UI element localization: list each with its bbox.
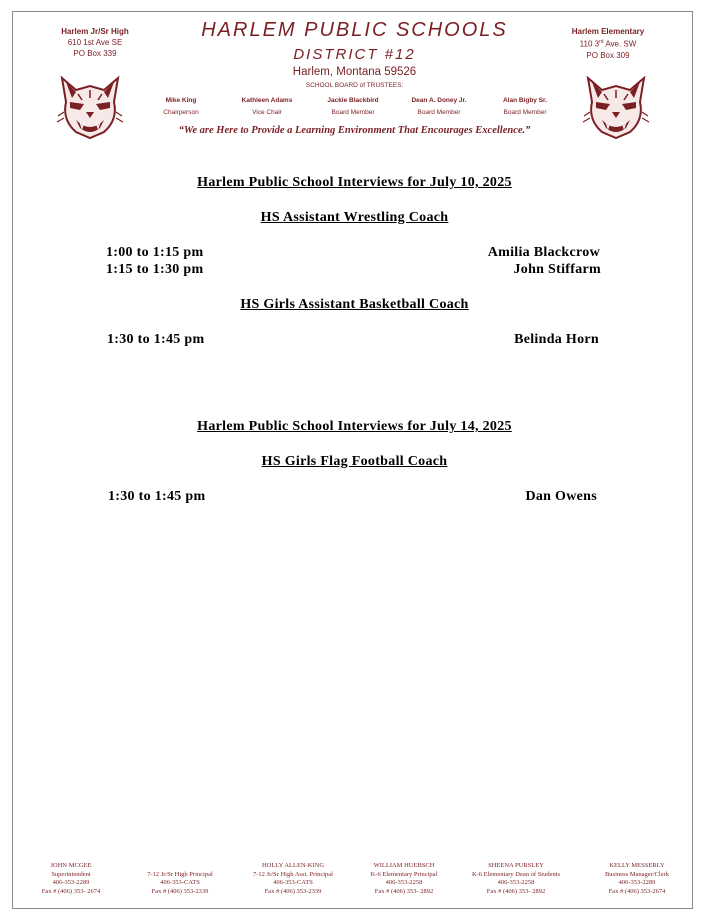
staff-contact (16, 862, 126, 896)
board-label: SCHOOL BOARD of TRUSTEES: (305, 82, 404, 89)
staff-fax: Fax # (406) 353- 2892 (486, 887, 546, 895)
position-title: HS Assistant Wrestling Coach (260, 210, 449, 225)
staff-fax: Fax # (406) 353-2674 (608, 887, 666, 895)
staff-name (125, 862, 235, 871)
trustee-role: Board Member (503, 109, 547, 116)
staff-title: K-6 Elementary Dean of Students (471, 870, 561, 878)
trustee (308, 95, 398, 119)
trustee (480, 95, 570, 119)
staff-contact (238, 862, 348, 896)
staff-phone: 406-353-CATS (160, 879, 200, 887)
staff-contact (461, 862, 571, 896)
slot-candidate: Belinda Horn (514, 332, 599, 347)
district-title: HARLEM PUBLIC SCHOOLS (201, 19, 508, 41)
district-number: DISTRICT #12 (293, 46, 416, 63)
trustee-name: Jackie Blackbird (327, 97, 379, 104)
left-school-name: Harlem Jr/Sr High (61, 27, 129, 36)
staff-phone: 406-353-CATS (273, 879, 313, 887)
staff-title: Superintendent (51, 870, 91, 878)
staff-phone: 406-353-2258 (497, 879, 535, 887)
staff-name: SHEENA PURSLEY (488, 862, 544, 869)
staff-phone: 406-353-2289 (618, 879, 656, 887)
trustee-role: Chairperson (163, 109, 199, 116)
staff-contact (582, 862, 692, 896)
trustee-name: Mike King (165, 97, 197, 104)
slot-time: 1:30 to 1:45 pm (107, 332, 205, 347)
district-city: Harlem, Montana 59526 (292, 66, 417, 78)
slot-time: 1:15 to 1:30 pm (106, 262, 204, 277)
slot-time: 1:00 to 1:15 pm (106, 245, 204, 260)
trustee-name: Kathleen Adams (241, 97, 293, 104)
staff-contact (349, 862, 459, 896)
trustee-role: Board Member (331, 109, 375, 116)
staff-phone: 406-353-2289 (52, 879, 90, 887)
staff-name: JOHN MCGEE (50, 862, 92, 869)
trustee-name: Alan Bigby Sr. (502, 97, 548, 104)
staff-title: K-6 Elementary Principal (370, 870, 438, 878)
wildcat-logo-left (56, 72, 124, 140)
left-school-po-box: PO Box 339 (73, 49, 117, 58)
trustee (222, 95, 312, 119)
trustee (394, 95, 484, 119)
right-school-name: Harlem Elementary (571, 27, 645, 36)
staff-name: KELLY MESSERLY (609, 862, 665, 869)
position-title: HS Girls Assistant Basketball Coach (240, 297, 469, 312)
staff-fax: Fax # (406) 353-2339 (151, 887, 209, 895)
staff-contact (125, 862, 235, 896)
trustee (136, 95, 226, 119)
staff-phone: 406-353-2258 (385, 879, 423, 887)
staff-title: 7-12 Jr/Sr High Asst. Principal (253, 870, 333, 878)
trustee-role: Vice Chair (252, 109, 282, 116)
slot-candidate: Dan Owens (525, 489, 597, 504)
slot-candidate: Amilia Blackcrow (487, 245, 600, 260)
motto: “We are Here to Provide a Learning Environment That Encourages Excellence.” (178, 125, 531, 136)
trustee-name: Dean A. Doney Jr. (411, 97, 467, 104)
staff-fax: Fax # (406) 353-2339 (264, 887, 322, 895)
interview-date-heading: Harlem Public School Interviews for July 10, 2025 (197, 175, 512, 190)
staff-name: HOLLY ALLEN-KING (261, 862, 325, 869)
position-title: HS Girls Flag Football Coach (261, 454, 448, 469)
wildcat-logo-right (582, 72, 650, 140)
trustee-role: Board Member (417, 109, 461, 116)
staff-title: Business Manager/Clerk (604, 870, 670, 878)
right-school-po-box: PO Box 309 (586, 50, 630, 60)
staff-title: 7-12 Jr/Sr High Principal (147, 870, 213, 878)
staff-name: WILLIAM HUEBSCH (373, 862, 435, 869)
left-school-address: 610 1st Ave SE (67, 38, 123, 47)
interview-date-heading: Harlem Public School Interviews for July 14, 2025 (197, 419, 512, 434)
slot-time: 1:30 to 1:45 pm (108, 489, 206, 504)
staff-fax: Fax # (406) 353- 2674 (41, 887, 101, 895)
staff-fax: Fax # (406) 353- 2892 (374, 887, 434, 895)
slot-candidate: John Stiffarm (513, 262, 601, 277)
right-school-address: 110 3rd Ave. SW (579, 39, 637, 49)
